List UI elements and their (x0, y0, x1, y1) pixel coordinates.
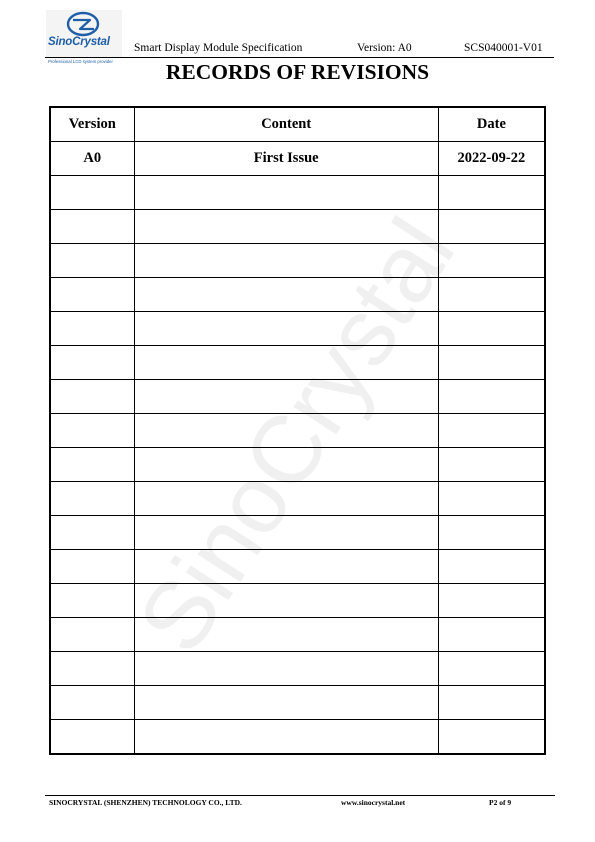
column-header-date: Date (438, 107, 545, 142)
footer-website: www.sinocrystal.net (341, 798, 406, 807)
cell-version (50, 482, 134, 516)
cell-date (438, 210, 545, 244)
table-row (50, 142, 545, 176)
cell-date (438, 346, 545, 380)
table-row (50, 380, 545, 414)
table-row (50, 448, 545, 482)
cell-version (50, 550, 134, 584)
table-row (50, 516, 545, 550)
cell-date (438, 380, 545, 414)
document-number: SCS040001-V01 (464, 42, 543, 54)
logo-wordmark: SinoCrystal (48, 36, 110, 48)
document-version: Version: A0 (357, 42, 412, 54)
footer-page-number: P2 of 9 (489, 798, 512, 807)
cell-version (50, 278, 134, 312)
cell-version (50, 584, 134, 618)
cell-date (438, 244, 545, 278)
cell-date: 2022-09-22 (438, 142, 545, 176)
column-header-version: Version (50, 107, 134, 142)
cell-date (438, 176, 545, 210)
cell-content (134, 516, 438, 550)
cell-version (50, 652, 134, 686)
cell-content (134, 550, 438, 584)
cell-date (438, 482, 545, 516)
column-header-content: Content (134, 107, 438, 142)
logo-emblem-icon (66, 11, 100, 37)
cell-content (134, 482, 438, 516)
cell-version: A0 (50, 142, 134, 176)
cell-date (438, 550, 545, 584)
table-row (50, 584, 545, 618)
company-logo (46, 10, 122, 64)
cell-date (438, 312, 545, 346)
table-row (50, 278, 545, 312)
table-row (50, 618, 545, 652)
cell-date (438, 448, 545, 482)
watermark: SinoCrystal (118, 200, 476, 671)
cell-content (134, 618, 438, 652)
table-row (50, 550, 545, 584)
table-row (50, 312, 545, 346)
cell-date (438, 686, 545, 720)
cell-date (438, 618, 545, 652)
table-row (50, 346, 545, 380)
cell-content (134, 584, 438, 618)
cell-version (50, 618, 134, 652)
cell-content (134, 414, 438, 448)
cell-version (50, 720, 134, 755)
cell-date (438, 720, 545, 755)
cell-date (438, 414, 545, 448)
cell-version (50, 244, 134, 278)
cell-version (50, 346, 134, 380)
cell-date (438, 278, 545, 312)
cell-version (50, 312, 134, 346)
cell-content (134, 720, 438, 755)
cell-content (134, 652, 438, 686)
cell-content (134, 686, 438, 720)
cell-version (50, 176, 134, 210)
cell-content (134, 312, 438, 346)
cell-version (50, 448, 134, 482)
table-header-row (50, 107, 545, 142)
cell-version (50, 414, 134, 448)
table-row (50, 482, 545, 516)
cell-content (134, 448, 438, 482)
cell-content (134, 278, 438, 312)
table-row (50, 686, 545, 720)
table-row (50, 720, 545, 755)
header-divider (45, 57, 554, 58)
table-row (50, 414, 545, 448)
cell-content (134, 380, 438, 414)
page-title: RECORDS OF REVISIONS (165, 60, 430, 84)
cell-content: First Issue (134, 142, 438, 176)
cell-version (50, 380, 134, 414)
cell-version (50, 516, 134, 550)
cell-date (438, 516, 545, 550)
table-row (50, 176, 545, 210)
revisions-table-body (50, 142, 545, 755)
table-row (50, 210, 545, 244)
table-row (50, 652, 545, 686)
cell-date (438, 584, 545, 618)
cell-version (50, 210, 134, 244)
document-title: Smart Display Module Specification (134, 42, 303, 54)
footer-divider (45, 795, 555, 796)
cell-content (134, 176, 438, 210)
revisions-table (49, 106, 546, 755)
cell-content (134, 346, 438, 380)
footer-company: SINOCRYSTAL (SHENZHEN) TECHNOLOGY CO., LTD. (49, 798, 242, 807)
cell-version (50, 686, 134, 720)
table-row (50, 244, 545, 278)
cell-content (134, 210, 438, 244)
cell-date (438, 652, 545, 686)
logo-tagline: Professional LCD system provider (48, 59, 113, 64)
cell-content (134, 244, 438, 278)
